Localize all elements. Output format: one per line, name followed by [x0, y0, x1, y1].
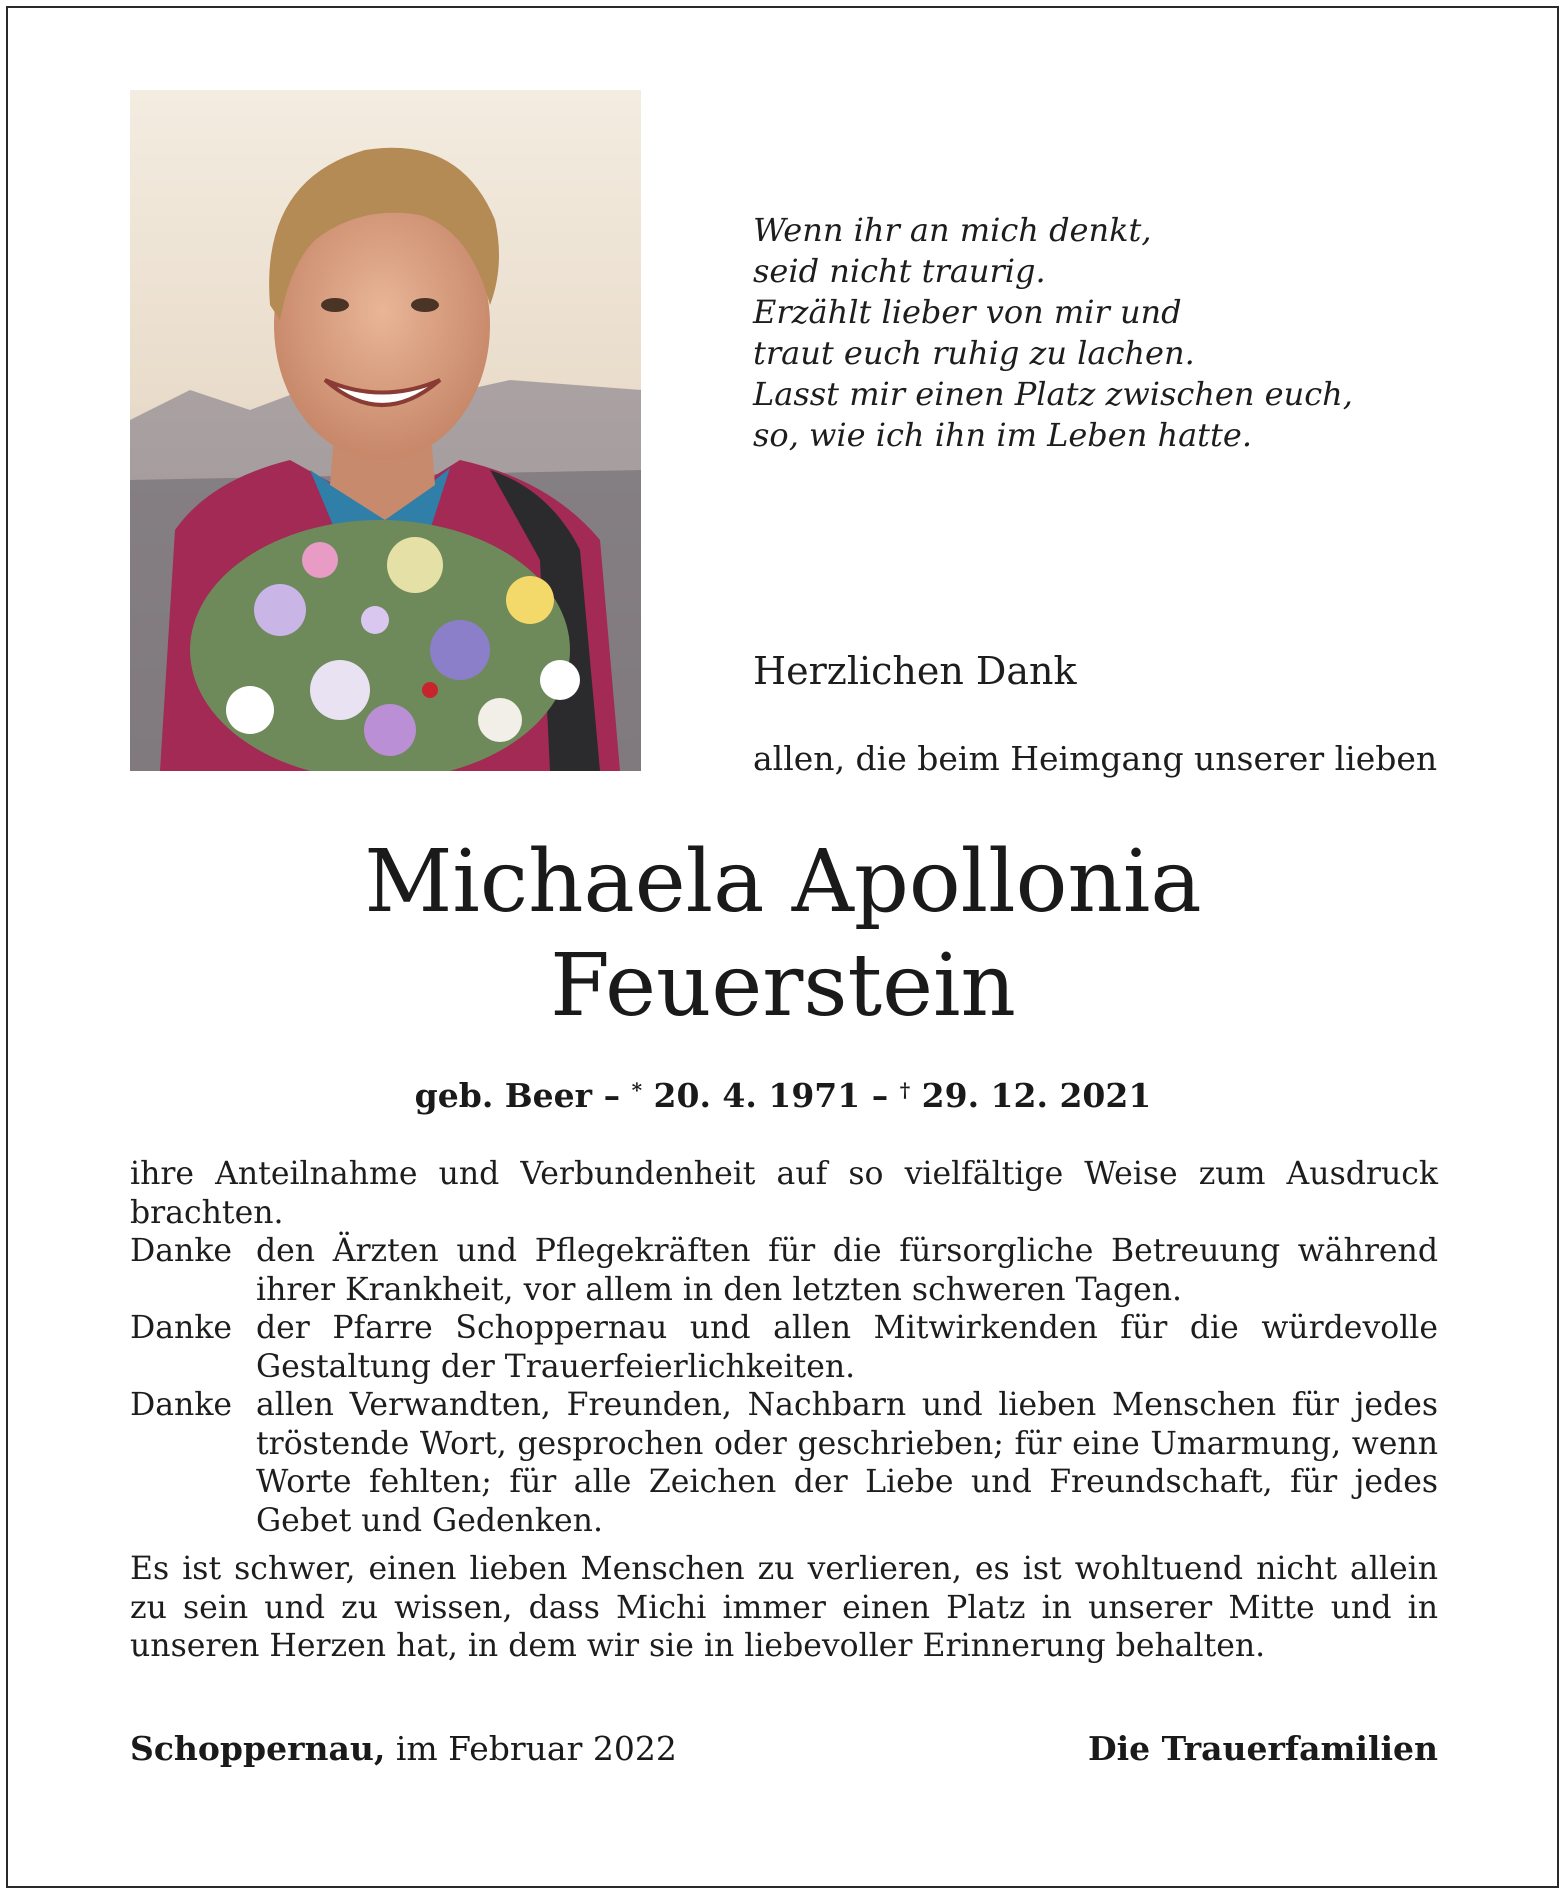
death-symbol: † — [899, 1078, 911, 1102]
name-line-2: Feuerstein — [550, 936, 1016, 1036]
footer — [130, 1728, 1438, 1770]
danke-word: Danke — [130, 1387, 233, 1423]
separator: – — [860, 1076, 900, 1115]
life-dates — [130, 1068, 1436, 1118]
notice-body — [130, 1155, 1438, 1666]
signature: Die Trauerfamilien — [1087, 1729, 1438, 1768]
place-and-date — [130, 1728, 677, 1770]
deceased-name — [130, 830, 1436, 1038]
portrait-photo — [130, 90, 641, 771]
date: im Februar 2022 — [385, 1729, 677, 1768]
poem-line: Erzählt lieber von mir und — [753, 293, 1182, 331]
memorial-poem — [753, 210, 1453, 456]
name-line-1: Michaela Apollonia — [364, 832, 1202, 932]
death-date: 29. 12. 2021 — [910, 1076, 1152, 1115]
thanks-intro: allen, die beim Heimgang unserer lieben — [753, 739, 1438, 778]
birth-symbol: * — [631, 1078, 643, 1102]
birth-date: 20. 4. 1971 — [642, 1076, 861, 1115]
poem-line: seid nicht traurig. — [753, 252, 1046, 290]
maiden-name: geb. Beer — [414, 1076, 593, 1115]
separator: – — [592, 1076, 632, 1115]
danke-word: Danke — [130, 1310, 233, 1346]
thanks-heading: Herzlichen Dank — [753, 649, 1077, 693]
opening-paragraph: ihre Anteilnahme und Verbundenheit auf so vielfältige Weise zum Ausdruck brachten. — [130, 1156, 1438, 1231]
poem-line: Lasst mir einen Platz zwischen euch, — [753, 375, 1353, 413]
danke-item — [130, 1309, 1438, 1386]
danke-item — [130, 1232, 1438, 1309]
danke-word: Danke — [130, 1233, 233, 1269]
danke-item — [130, 1386, 1438, 1540]
danke-text: allen Verwandten, Freunden, Nachbarn und lieben Menschen für jedes tröstende Wort, gesprochen oder geschrieben; für eine Umarmung, wenn Worte fehlten; für alle Zeichen der Liebe und Freundschaft, für jedes Gebet und Gedenken. — [256, 1387, 1438, 1539]
poem-line: traut euch ruhig zu lachen. — [753, 334, 1195, 372]
danke-text: der Pfarre Schoppernau und allen Mitwirkenden für die würdevolle Gestaltung der Trauerfeierlichkeiten. — [256, 1310, 1438, 1385]
poem-line: so, wie ich ihn im Leben hatte. — [753, 416, 1252, 454]
danke-text: den Ärzten und Pflegekräften für die fürsorgliche Betreuung während ihrer Krankheit, vor allem in den letzten schweren Tagen. — [256, 1233, 1438, 1308]
place: Schoppernau, — [130, 1729, 386, 1768]
poem-line: Wenn ihr an mich denkt, — [753, 211, 1152, 249]
closing-paragraph: Es ist schwer, einen lieben Menschen zu verlieren, es ist wohltuend nicht allein zu sein und zu wissen, dass Michi immer einen Platz in unserer Mitte und in unseren Herzen hat, in dem wir sie in liebevoller Erinnerung behalten. — [130, 1551, 1438, 1664]
